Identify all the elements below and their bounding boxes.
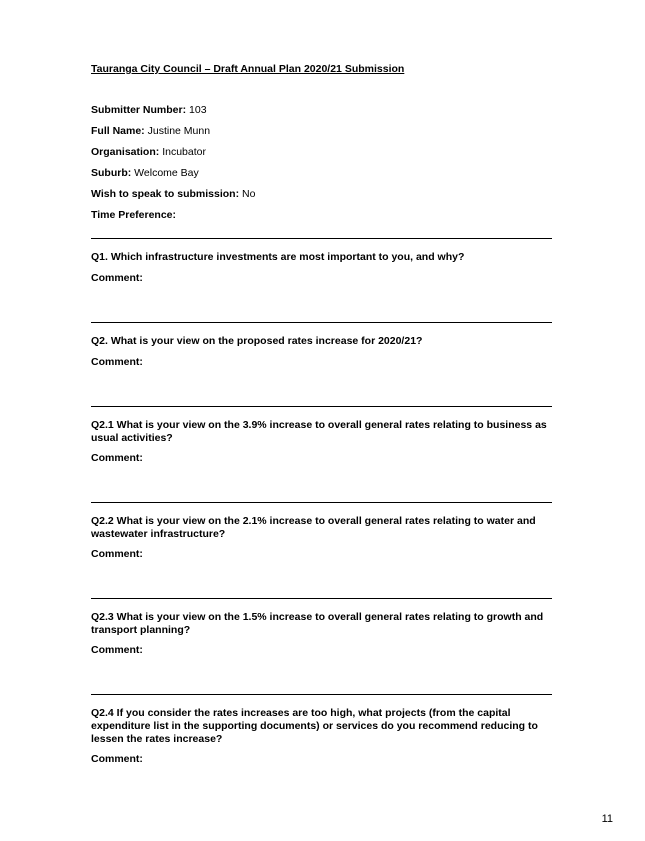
suburb-label: Suburb: [91, 167, 132, 179]
suburb [91, 167, 199, 179]
full-name-value: Justine Munn [147, 125, 211, 137]
divider-line [91, 406, 552, 407]
wish-to-speak-value: No [242, 188, 256, 200]
comment-label-q2-2: Comment: [91, 548, 143, 560]
organisation-label: Organisation: [91, 146, 160, 158]
wish-to-speak-label: Wish to speak to submission: [91, 188, 240, 200]
question-q1: Q1. Which infrastructure investments are most important to you, and why? [91, 251, 465, 263]
organisation-value: Incubator [162, 146, 206, 158]
submitter-number-label: Submitter Number: [91, 104, 187, 116]
divider-line [91, 502, 552, 503]
submitter-number [91, 104, 207, 116]
comment-label-q2-1: Comment: [91, 452, 143, 464]
comment-label-q2-4: Comment: [91, 753, 143, 765]
question-q2-3: Q2.3 What is your view on the 1.5% increase to overall general rates relating to growth and transport planning? [91, 611, 544, 636]
question-q2: Q2. What is your view on the proposed rates increase for 2020/21? [91, 335, 423, 347]
wish-to-speak [91, 188, 255, 200]
comment-label-q2: Comment: [91, 356, 143, 368]
question-q2-2: Q2.2 What is your view on the 2.1% increase to overall general rates relating to water and wastewater infrastructure? [91, 515, 536, 540]
divider-line [91, 238, 552, 239]
divider-line [91, 598, 552, 599]
document-title: Tauranga City Council – Draft Annual Plan 2020/21 Submission [91, 63, 405, 75]
time-preference [91, 209, 176, 221]
divider-line [91, 694, 552, 695]
full-name [91, 125, 210, 137]
comment-label-q2-3: Comment: [91, 644, 143, 656]
divider-line [91, 322, 552, 323]
page-number: 11 [601, 813, 613, 825]
question-q2-1: Q2.1 What is your view on the 3.9% increase to overall general rates relating to business as usual activities? [91, 419, 547, 444]
full-name-label: Full Name: [91, 125, 145, 137]
comment-label-q1: Comment: [91, 272, 143, 284]
time-preference-label: Time Preference: [91, 209, 177, 221]
question-q2-4: Q2.4 If you consider the rates increases are too high, what projects (from the capital expenditure list in the supporting documents) or services do you recommend reducing to lessen the rates increase? [91, 707, 538, 745]
suburb-value: Welcome Bay [134, 167, 199, 179]
organisation [91, 146, 206, 158]
submitter-number-value: 103 [189, 104, 207, 116]
